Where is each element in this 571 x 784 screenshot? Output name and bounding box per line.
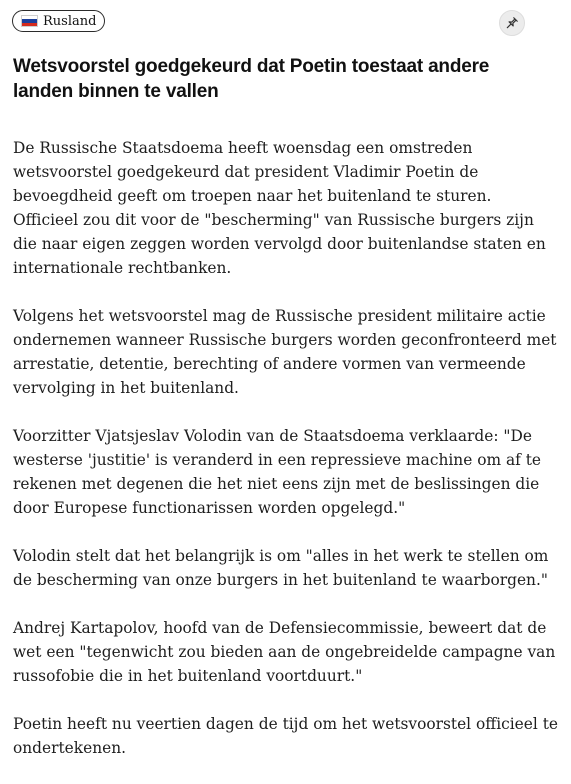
article-paragraph: Voorzitter Vjatsjeslav Volodin van de Staatsdoema verklaarde: "De westerse 'justitie' is veranderd in een repressieve machine om af te rekenen met degenen die het niet eens zijn met de beslissingen die door Europese functionarissen worden opgelegd." bbox=[13, 427, 542, 517]
flag-stripe-red bbox=[22, 23, 37, 26]
article-title: Wetsvoorstel goedgekeurd dat Poetin toestaat andere landen binnen te vallen bbox=[13, 56, 490, 102]
pin-button[interactable] bbox=[499, 10, 525, 36]
article-paragraph: De Russische Staatsdoema heeft woensdag een omstreden wetsvoorstel goedgekeurd dat president Vladimir Poetin de bevoegdheid geeft om troepen naar het buitenland te sturen. Officieel zou dit voor de "bescherming" van Russische burgers zijn die naar eigen zeggen worden vervolgd door buitenlandse staten en internationale rechtbanken. bbox=[13, 139, 546, 277]
country-tag[interactable] bbox=[12, 10, 105, 32]
article-paragraph: Volodin stelt dat het belangrijk is om "alles in het werk te stellen om de bescherming van onze burgers in het buitenland te waarborgen." bbox=[13, 547, 549, 589]
article-paragraph: Volgens het wetsvoorstel mag de Russische president militaire actie ondernemen wanneer Russische burgers worden geconfronteerd met arrestatie, detentie, berechting of andere vormen van vermeende vervolging in het buitenland. bbox=[13, 307, 557, 397]
article-body bbox=[13, 136, 558, 784]
article-paragraph: Poetin heeft nu veertien dagen de tijd om het wetsvoorstel officieel te ondertekenen. bbox=[13, 715, 558, 757]
pin-icon bbox=[505, 16, 519, 30]
article-paragraph: Andrej Kartapolov, hoofd van de Defensiecommissie, beweert dat de wet een "tegenwicht zou bieden aan de ongebreidelde campagne van russofobie die in het buitenland voortduurt." bbox=[13, 619, 556, 685]
russia-flag-icon bbox=[21, 15, 38, 27]
country-tag-label: Rusland bbox=[43, 13, 97, 29]
